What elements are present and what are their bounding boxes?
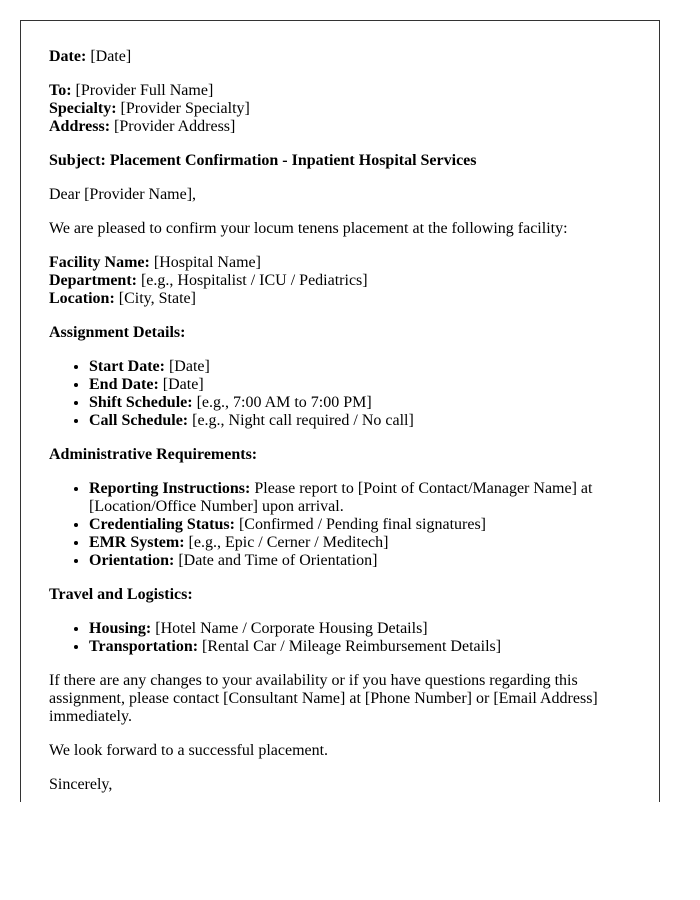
assignment-list (49, 358, 629, 430)
list-item (89, 552, 629, 570)
list-item (89, 412, 629, 430)
signoff: Sincerely, (49, 776, 113, 793)
item-label: Orientation: (89, 552, 175, 569)
item-value: [e.g., Night call required / No call] (192, 412, 414, 429)
item-value: [Hotel Name / Corporate Housing Details] (155, 620, 428, 637)
list-item (89, 534, 629, 552)
facility-block (49, 254, 629, 308)
item-label: EMR System: (89, 534, 185, 551)
administrative-list (49, 480, 629, 570)
location-label: Location: (49, 290, 115, 307)
travel-heading-text: Travel and Logistics: (49, 586, 193, 603)
location-value: [City, State] (118, 290, 196, 307)
to-label: To: (49, 82, 72, 99)
item-value: Please report to [Point of Contact/Manager Name] at [Location/Office Number] upon arrival. (89, 480, 593, 515)
list-item (89, 358, 629, 376)
item-value: [e.g., 7:00 AM to 7:00 PM] (196, 394, 372, 411)
date-value: [Date] (90, 48, 132, 65)
intro-paragraph: We are pleased to confirm your locum tenens placement at the following facility: (49, 220, 568, 237)
list-item (89, 480, 629, 516)
item-label: Start Date: (89, 358, 165, 375)
assignment-heading-text: Assignment Details: (49, 324, 186, 341)
item-label: Transportation: (89, 638, 199, 655)
address-value: [Provider Address] (114, 118, 236, 135)
date-line (49, 48, 629, 66)
list-item (89, 516, 629, 534)
recipient-block (49, 82, 629, 136)
subject-line (49, 152, 629, 170)
list-item (89, 620, 629, 638)
closing-line: We look forward to a successful placement. (49, 742, 329, 759)
to-value: [Provider Full Name] (75, 82, 214, 99)
item-label: Credentialing Status: (89, 516, 235, 533)
administrative-heading (49, 446, 629, 464)
administrative-heading-text: Administrative Requirements: (49, 446, 258, 463)
list-item (89, 394, 629, 412)
contact-paragraph: If there are any changes to your availability or if you have questions regarding this assignment, please contact [Consultant Name] at [Phone Number] or [Email Address] immediately. (49, 672, 598, 725)
item-value: [e.g., Epic / Cerner / Meditech] (188, 534, 389, 551)
date-label: Date: (49, 48, 87, 65)
address-label: Address: (49, 118, 111, 135)
item-label: Housing: (89, 620, 152, 637)
item-value: [Confirmed / Pending final signatures] (238, 516, 486, 533)
item-value: [Date] (168, 358, 210, 375)
department-value: [e.g., Hospitalist / ICU / Pediatrics] (140, 272, 368, 289)
letter-page (20, 20, 660, 802)
subject-text: Subject: Placement Confirmation - Inpatient Hospital Services (49, 152, 477, 169)
item-label: End Date: (89, 376, 159, 393)
facility-name-label: Facility Name: (49, 254, 150, 271)
assignment-heading (49, 324, 629, 342)
list-item (89, 376, 629, 394)
item-label: Call Schedule: (89, 412, 189, 429)
item-value: [Date and Time of Orientation] (178, 552, 378, 569)
letter-body (49, 48, 629, 802)
salutation: Dear [Provider Name], (49, 186, 197, 203)
item-value: [Rental Car / Mileage Reimbursement Details] (202, 638, 502, 655)
department-label: Department: (49, 272, 137, 289)
travel-heading (49, 586, 629, 604)
facility-name-value: [Hospital Name] (153, 254, 261, 271)
travel-list (49, 620, 629, 656)
item-label: Shift Schedule: (89, 394, 193, 411)
specialty-label: Specialty: (49, 100, 117, 117)
list-item (89, 638, 629, 656)
specialty-value: [Provider Specialty] (120, 100, 250, 117)
item-label: Reporting Instructions: (89, 480, 251, 497)
item-value: [Date] (162, 376, 204, 393)
